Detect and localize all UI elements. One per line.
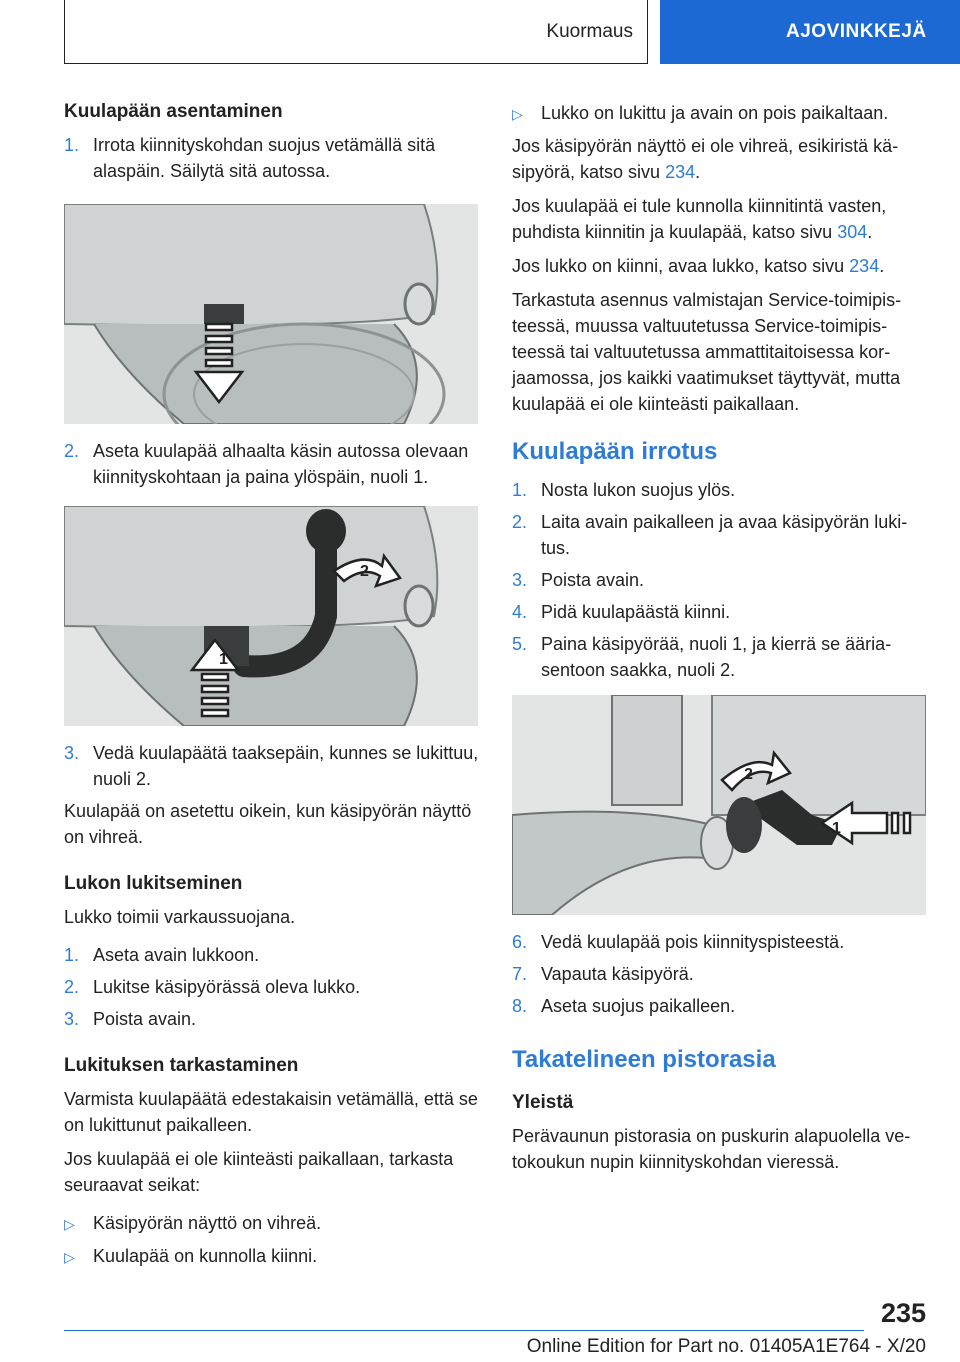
page-link-304[interactable]: 304 bbox=[837, 222, 868, 242]
list-item: 2. Laita avain paikalleen ja avaa käsipyörän lukitus. bbox=[512, 512, 908, 558]
list-item: 1. Nosta lukon suojus ylös. bbox=[512, 480, 736, 500]
para-clean: Jos kuulapää ei tule kunnolla kiinnitintä vasten, puhdista kiinnitin ja kuulapää, katso sivu 304. bbox=[512, 196, 887, 242]
list-item: 2. Lukitse käsipyörässä oleva lukko. bbox=[64, 977, 361, 997]
para-handwheel: Jos käsipyörän näyttö ei ole vihreä, esikiristä käsipyörä, katso sivu 234. bbox=[512, 136, 899, 182]
list-item: ▷ Kuulapää on kunnolla kiinni. bbox=[64, 1243, 480, 1270]
page-link-234[interactable]: 234 bbox=[665, 162, 696, 182]
para-unlock: Jos lukko on kiinni, avaa lukko, katso sivu 234. bbox=[512, 256, 885, 276]
list-item: 2. Aseta kuulapää alhaalta käsin autossa olevaan kiinnityskohtaan ja paina ylöspäin, nuoli 1. bbox=[64, 441, 469, 487]
general-heading: Yleistä bbox=[512, 1092, 574, 1113]
triangle-bullet-icon: ▷ bbox=[64, 1216, 75, 1232]
figure-cover-removal bbox=[64, 204, 478, 424]
callout-1: 1 bbox=[832, 820, 841, 837]
list-item: 7. Vapauta käsipyörä. bbox=[512, 964, 694, 984]
check-p2: Jos kuulapää ei ole kiinteästi paikallaan, tarkasta seuraavat seikat: bbox=[64, 1149, 454, 1195]
list-item: ▷ Lukko on lukittu ja avain on pois paikaltaan. bbox=[512, 100, 926, 127]
footer-divider bbox=[64, 1330, 864, 1331]
check-heading: Lukituksen tarkastaminen bbox=[64, 1055, 299, 1076]
illustration-bumper-arrow-down bbox=[64, 204, 478, 424]
illustration-handwheel bbox=[512, 695, 926, 915]
list-item: 1. Aseta avain lukkoon. bbox=[64, 945, 260, 965]
lock-intro: Lukko toimii varkaussuojana. bbox=[64, 907, 296, 927]
header-section: Kuormaus bbox=[64, 0, 648, 64]
para-service: Tarkastuta asennus valmistajan Service-toimipisteessä, muussa valtuutetussa Service-toimipisteessä tai valtuutetussa ammattitaitoisessa korjaamossa, jos kaikki vaatimukset täyttyvät, mutta kuulapää ei ole kiinteästi paikallaan. bbox=[512, 290, 902, 414]
page-number: 235 bbox=[880, 1298, 926, 1328]
list-item: 8. Aseta suojus paikalleen. bbox=[512, 996, 736, 1016]
remove-heading: Kuulapään irrotus bbox=[512, 438, 718, 465]
callout-1: 1 bbox=[219, 651, 228, 668]
list-item: 3. Poista avain. bbox=[512, 570, 645, 590]
triangle-bullet-icon: ▷ bbox=[64, 1249, 75, 1265]
mount-heading: Kuulapään asentaminen bbox=[64, 101, 283, 122]
figure-handwheel-turn bbox=[512, 695, 926, 915]
list-item: 3. Poista avain. bbox=[64, 1009, 197, 1029]
right-column bbox=[512, 100, 926, 1183]
list-item: 5. Paina käsipyörää, nuoli 1, ja kierrä se ääriasentoon saakka, nuoli 2. bbox=[512, 634, 892, 680]
mount-note: Kuulapää on asetettu oikein, kun käsipyörän näyttö on vihreä. bbox=[64, 801, 472, 847]
general-text: Perävaunun pistorasia on puskurin alapuolella vetokoukun nupin kiinnityskohdan vieressä. bbox=[512, 1126, 911, 1172]
illustration-towball-insert bbox=[64, 506, 478, 726]
figure-ball-insert bbox=[64, 506, 478, 726]
triangle-bullet-icon: ▷ bbox=[512, 106, 523, 122]
list-item: 3. Vedä kuulapäätä taaksepäin, kunnes se lukittuu, nuoli 2. bbox=[64, 743, 479, 789]
list-item: ▷ Käsipyörän näyttö on vihreä. bbox=[64, 1210, 480, 1237]
callout-2: 2 bbox=[360, 563, 369, 580]
socket-heading: Takatelineen pistorasia bbox=[512, 1046, 776, 1073]
header-chapter: AJOVINKKEJÄ bbox=[660, 0, 960, 64]
page-link-234[interactable]: 234 bbox=[849, 256, 880, 276]
list-item: 1. Irrota kiinnityskohdan suojus vetämällä sitä alaspäin. Säilytä sitä autossa. bbox=[64, 135, 436, 181]
lock-heading: Lukon lukitseminen bbox=[64, 873, 243, 894]
list-item: 6. Vedä kuulapää pois kiinnityspisteestä. bbox=[512, 932, 845, 952]
list-item: 4. Pidä kuulapäästä kiinni. bbox=[512, 602, 731, 622]
footer-edition: Online Edition for Part no. 01405A1E764 - X/20 bbox=[526, 1336, 926, 1357]
check-p1: Varmista kuulapäätä edestakaisin vetämällä, että se on lukittunut paikalleen. bbox=[64, 1089, 478, 1135]
left-column bbox=[64, 100, 480, 1276]
callout-2: 2 bbox=[744, 766, 753, 783]
